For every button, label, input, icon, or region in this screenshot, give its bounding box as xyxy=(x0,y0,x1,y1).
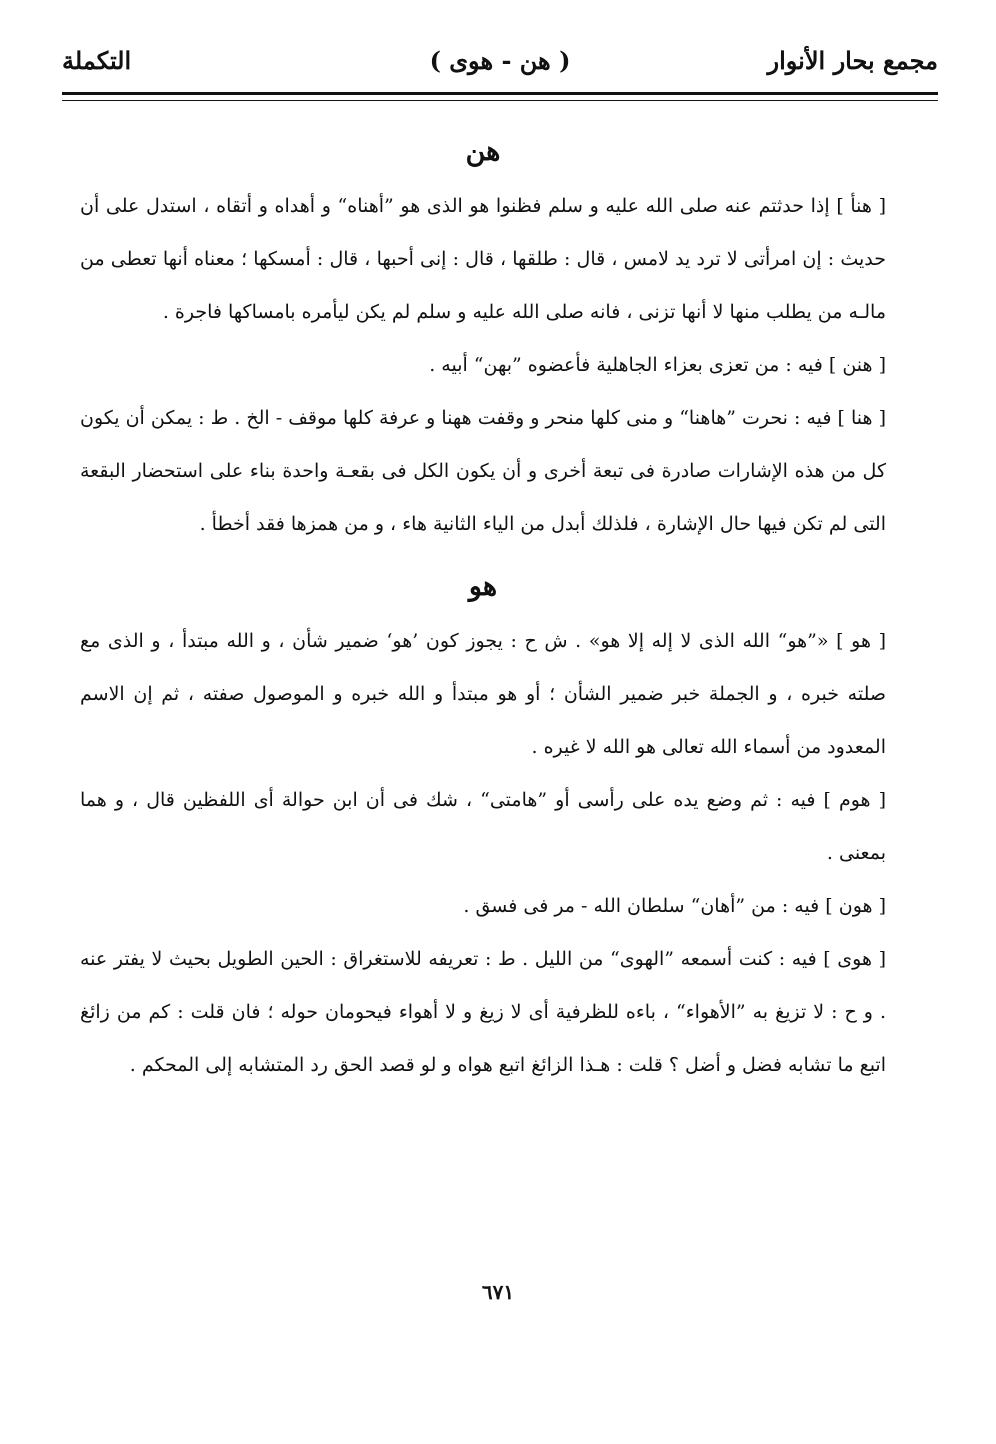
entry-hwy: [ هوى ] فيه : كنت أسمعه ”الهوى“ من الليل . ط : تعريفه للاستغراق : الحين الطويل بحيث لا يفتر عنه . و ح : لا تزيغ به ”الأهواء“ ، باءه للظرفية أى لا زيغ و لا أهواء فيحومان حوله ؛ فان قلت : كم من زائغ اتبع ما تشابه فضل و أضل ؟ قلت : هـذا الزائغ اتبع هواه و لو قصد الحق رد المتشابه إلى المحكم . xyxy=(80,948,886,1076)
section-title-hn: هن xyxy=(465,136,501,167)
entry-hwn: [ هون ] فيه : من ”أهان“ سلطان الله - مر فى فسق . xyxy=(463,895,886,917)
running-header xyxy=(62,40,938,84)
entry-hnn: [ هنن ] فيه : من تعزى بعزاء الجاهلية فأعضوه ”بهن“ أبيه . xyxy=(429,354,886,376)
entry-range: ( هن - هوى ) xyxy=(429,46,571,75)
section-title-hw: هو xyxy=(468,571,498,602)
entry-hna: [ هنأ ] إذا حدثتم عنه صلى الله عليه و سلم فظنوا هو الذى هو ”أهناه“ و أهداه و أتقاه ، استدل على أن حديث : إن امرأتى لا ترد يد لامس ، قال : طلقها ، قال : إنى أحبها ، قال : أمسكها ؛ معناه أنها تعطى من مالـه من يطلب منها لا أنها تزنى ، فانه صلى الله عليه و سلم لم يكن ليأمره بامساكها فاجرة . xyxy=(80,195,886,323)
page-number: ٦٧١ xyxy=(481,1280,515,1304)
header-rule-thin xyxy=(62,100,938,101)
header-rule-thick xyxy=(62,92,938,95)
entry-huwa: [ هو ] «”هو“ الله الذى لا إله إلا هو» . ش ح : يجوز كون ’هو‘ ضمير شأن ، و الله مبتدأ ، و الذى مع صلته خبره ، و الجملة خبر ضمير الشأن ؛ أو هو مبتدأ و الله خبره و الموصول صفته ، ثم إن الاسم المعدود من أسماء الله تعالى هو الله لا غيره . xyxy=(80,630,886,758)
section-name: التكملة xyxy=(62,46,132,75)
page-content xyxy=(80,130,886,1092)
entry-hwm: [ هوم ] فيه : ثم وضع يده على رأسى أو ”هامتى“ ، شك فى أن ابن حوالة أى اللفظين قال ، و هما بمعنى . xyxy=(80,789,886,864)
book-title: مجمع بحار الأنوار xyxy=(767,46,938,75)
entry-huna: [ هنا ] فيه : نحرت ”هاهنا“ و منى كلها منحر و وقفت ههنا و عرفة كلها موقف - الخ . ط : يمكن أن يكون كل من هذه الإشارات صادرة فى تبعة أخرى و أن يكون الكل فى بقعـة واحدة بناء على استحضار البقعة التى لم تكن فيها حال الإشارة ، فلذلك أبدل من الياء الثانية هاء ، و من همزها فقد أخطأ . xyxy=(80,407,886,535)
